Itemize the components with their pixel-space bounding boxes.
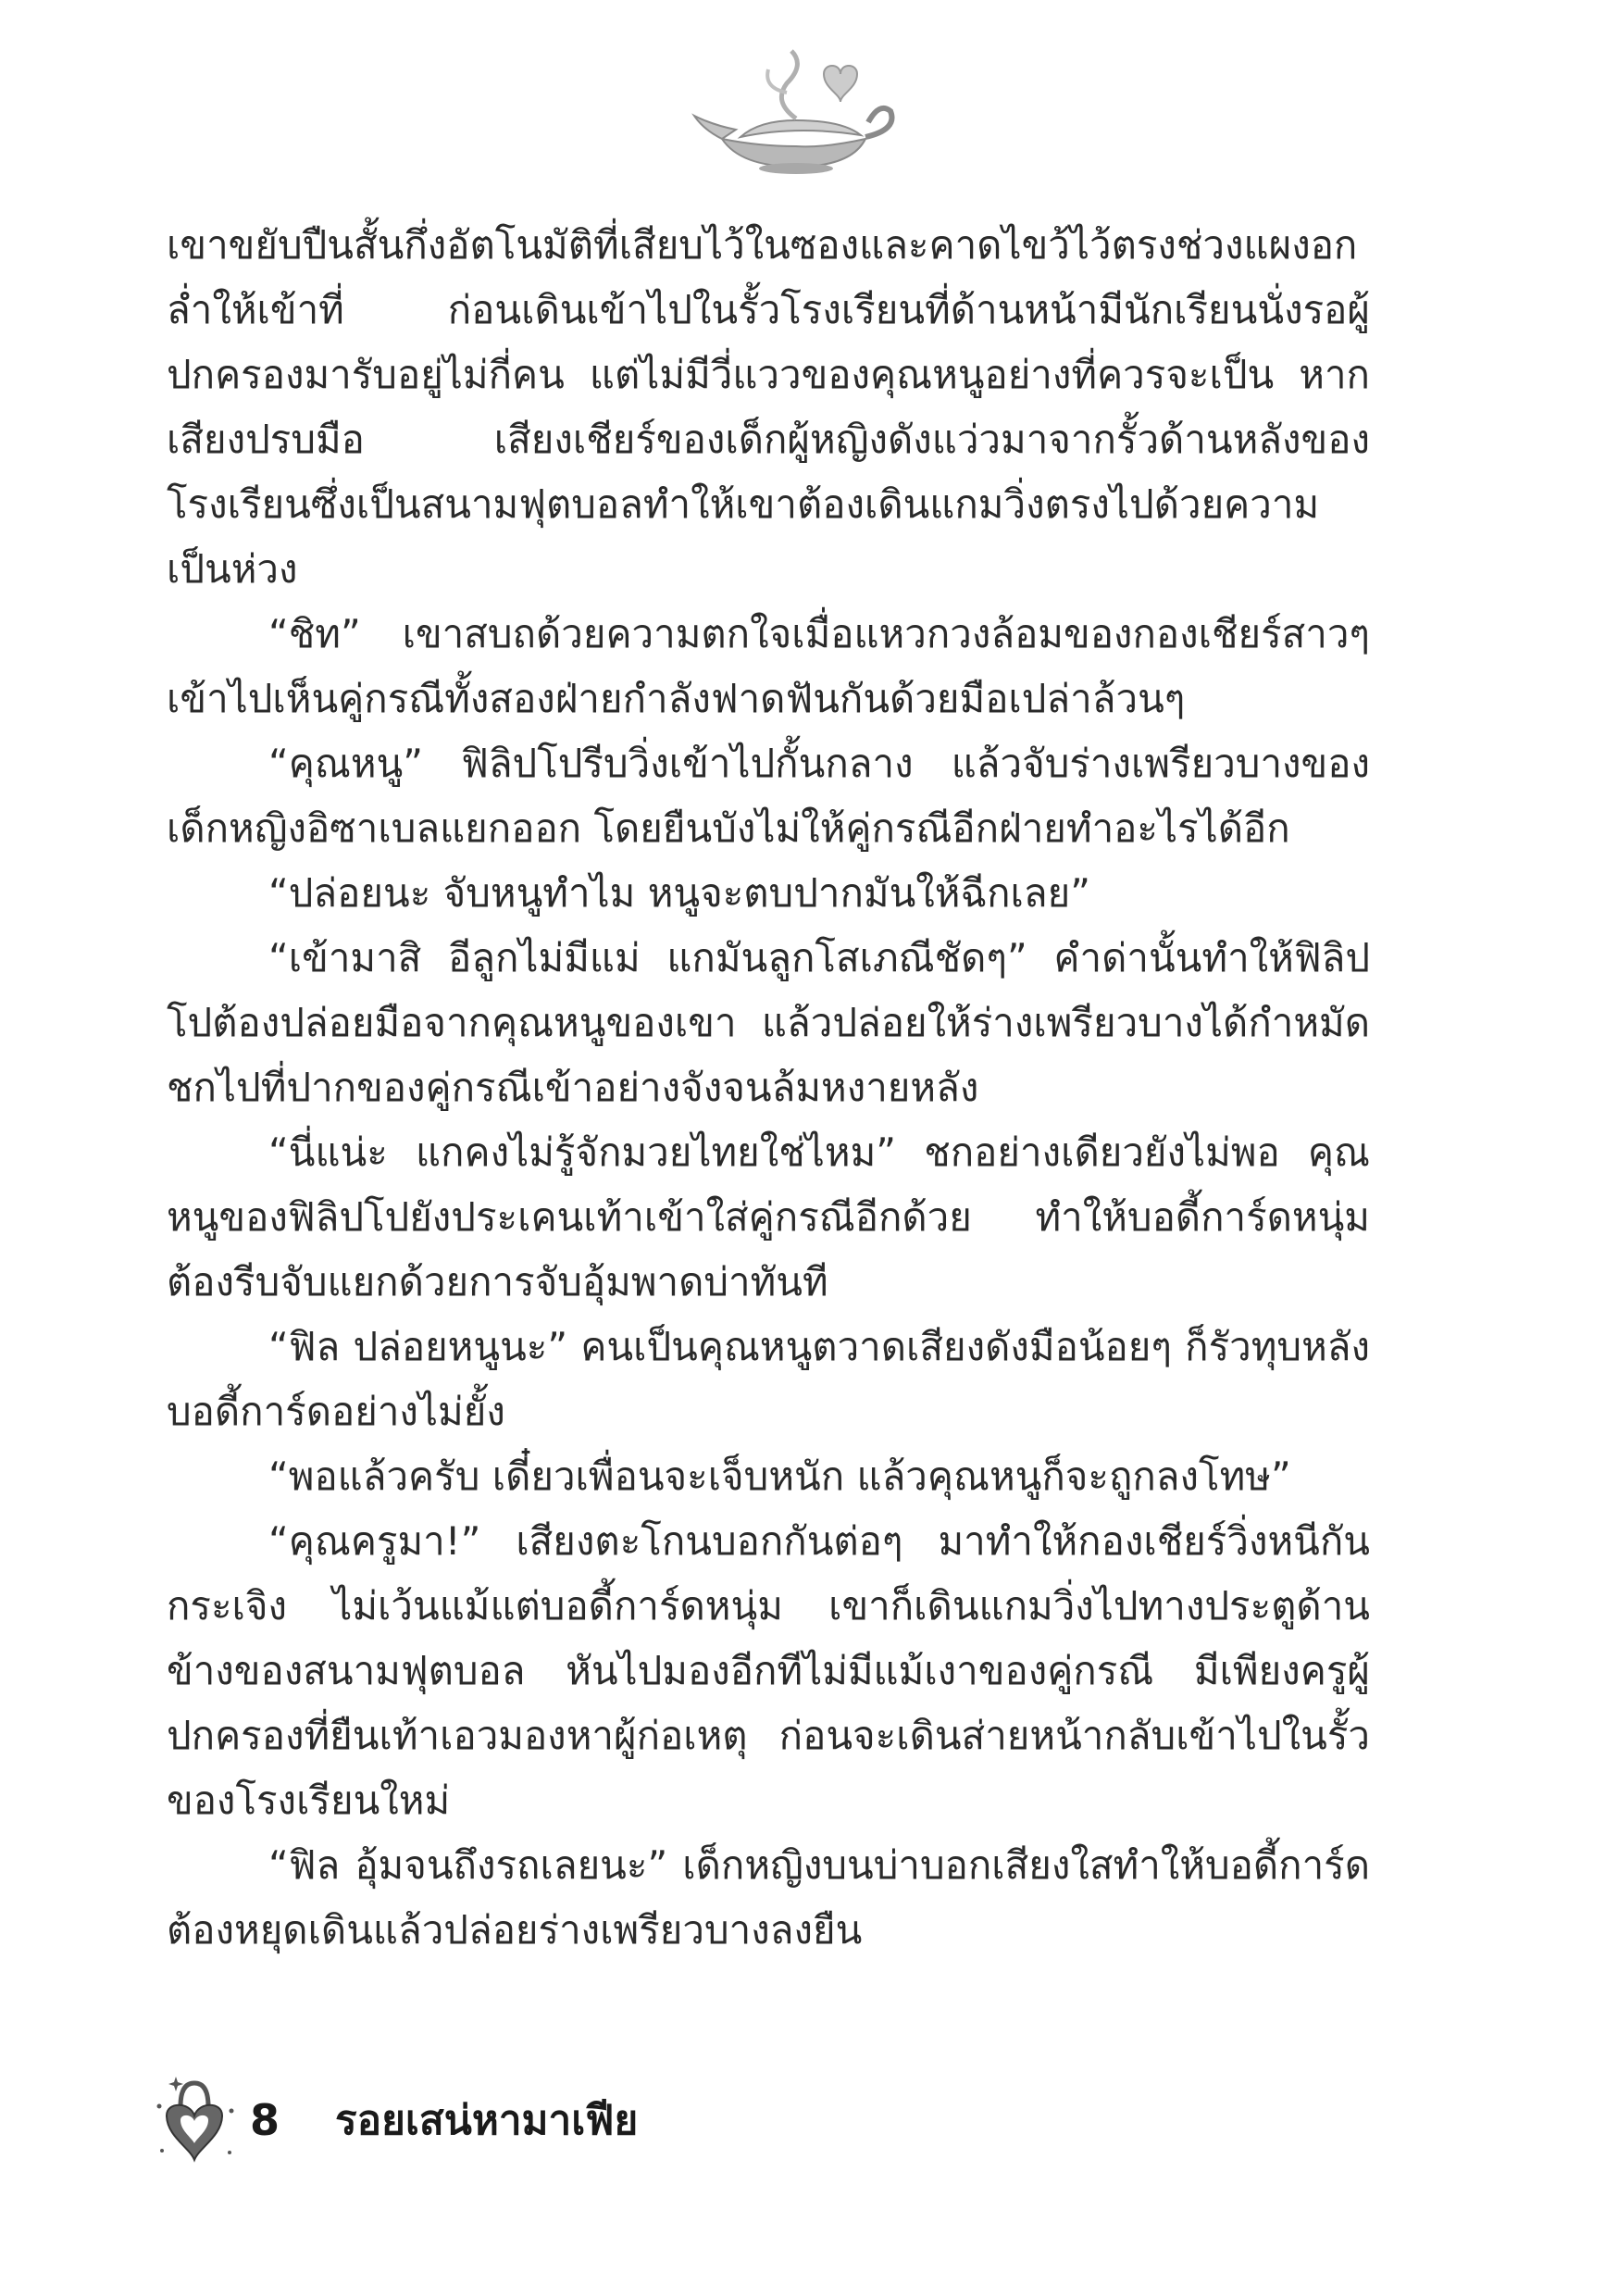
book-title: รอยเสน่หามาเฟีย (335, 2097, 639, 2144)
paragraph: “คุณหนู” ฟิลิปโปรีบวิ่งเข้าไปกั้นกลาง แล้วจับร่างเพรียวบางของเด็กหญิงอิซาเบลแยกออก โดยยืนบังไม่ให้คู่กรณีอีกฝ่ายทำอะไรได้อีก (167, 741, 1370, 851)
paragraph: “เข้ามาสิ อีลูกไม่มีแม่ แกมันลูกโสเภณีชัดๆ” คำด่านั้นทำให้ฟิลิปโปต้องปล่อยมือจากคุณหนูของเขา แล้วปล่อยให้ร่างเพรียวบางได้กำหมัดชกไปที่ปากของคู่กรณีเข้าอย่างจังจนล้มหงายหลัง (167, 935, 1370, 1110)
paragraph: “พอแล้วครับ เดี๋ยวเพื่อนจะเจ็บหนัก แล้วคุณหนูก็จะถูกลงโทษ” (268, 1454, 1291, 1499)
paragraph: “ปล่อยนะ จับหนูทำไม หนูจะตบปากมันให้ฉีกเลย” (268, 870, 1090, 916)
magic-lamp-icon (685, 37, 907, 176)
paragraph: “ฟิล อุ้มจนถึงรถเลยนะ” เด็กหญิงบนบ่าบอกเสียงใสทำให้บอดี้การ์ดต้องหยุดเดินแล้วปล่อยร่างเพรียวบางลงยืน (167, 1842, 1370, 1953)
page-footer (148, 2065, 638, 2176)
paragraph: เขาขยับปืนสั้นกึ่งอัตโนมัติที่เสียบไว้ในซองและคาดไขว้ไว้ตรงช่วงแผงอกล่ำให้เข้าที่ ก่อนเดินเข้าไปในรั้วโรงเรียนที่ด้านหน้ามีนักเรียนนั่งรอผู้ปกครองมารับอยู่ไม่กี่คน แต่ไม่มีวี่แววของคุณหนูอย่างที่ควรจะเป็น หากเสียงปรบมือ เสียงเชียร์ของเด็กผู้หญิงดังแว่วมาจากรั้วด้านหลังของโรงเรียนซึ่งเป็นสนามฟุตบอลทำให้เขาต้องเดินแกมวิ่งตรงไปด้วยความเป็นห่วง (167, 222, 1370, 592)
paragraph: “นี่แน่ะ แกคงไม่รู้จักมวยไทยใช่ไหม” ชกอย่างเดียวยังไม่พอ คุณหนูของฟิลิปโปยังประเคนเท้าเข้าใส่คู่กรณีอีกด้วย ทำให้บอดี้การ์ดหนุ่มต้องรีบจับแยกด้วยการจับอุ้มพาดบ่าทันที (167, 1129, 1370, 1304)
paragraph: “คุณครูมา!” เสียงตะโกนบอกกันต่อๆ มาทำให้กองเชียร์วิ่งหนีกันกระเจิง ไม่เว้นแม้แต่บอดี้การ์ดหนุ่ม เขาก็เดินแกมวิ่งไปทางประตูด้านข้างของสนามฟุตบอล หันไปมองอีกทีไม่มีแม้เงาของคู่กรณี มีเพียงครูผู้ปกครองที่ยืนเท้าเอวมองหาผู้ก่อเหตุ ก่อนจะเดินส่ายหน้ากลับเข้าไปในรั้วของโรงเรียนใหม่ (167, 1518, 1370, 1823)
paragraph: “ชิท” เขาสบถด้วยความตกใจเมื่อแหวกวงล้อมของกองเชียร์สาวๆ เข้าไปเห็นคู่กรณีทั้งสองฝ่ายกำลังฟาดฟันกันด้วยมือเปล่าล้วนๆ (167, 611, 1370, 721)
page-number: 8 (250, 2095, 280, 2145)
chapter-body (167, 213, 1370, 1963)
heart-lock-icon (148, 2069, 241, 2171)
paragraph: “ฟิล ปล่อยหนูนะ” คนเป็นคุณหนูตวาดเสียงดังมือน้อยๆ ก็รัวทุบหลังบอดี้การ์ดอย่างไม่ยั้ง (167, 1324, 1370, 1434)
